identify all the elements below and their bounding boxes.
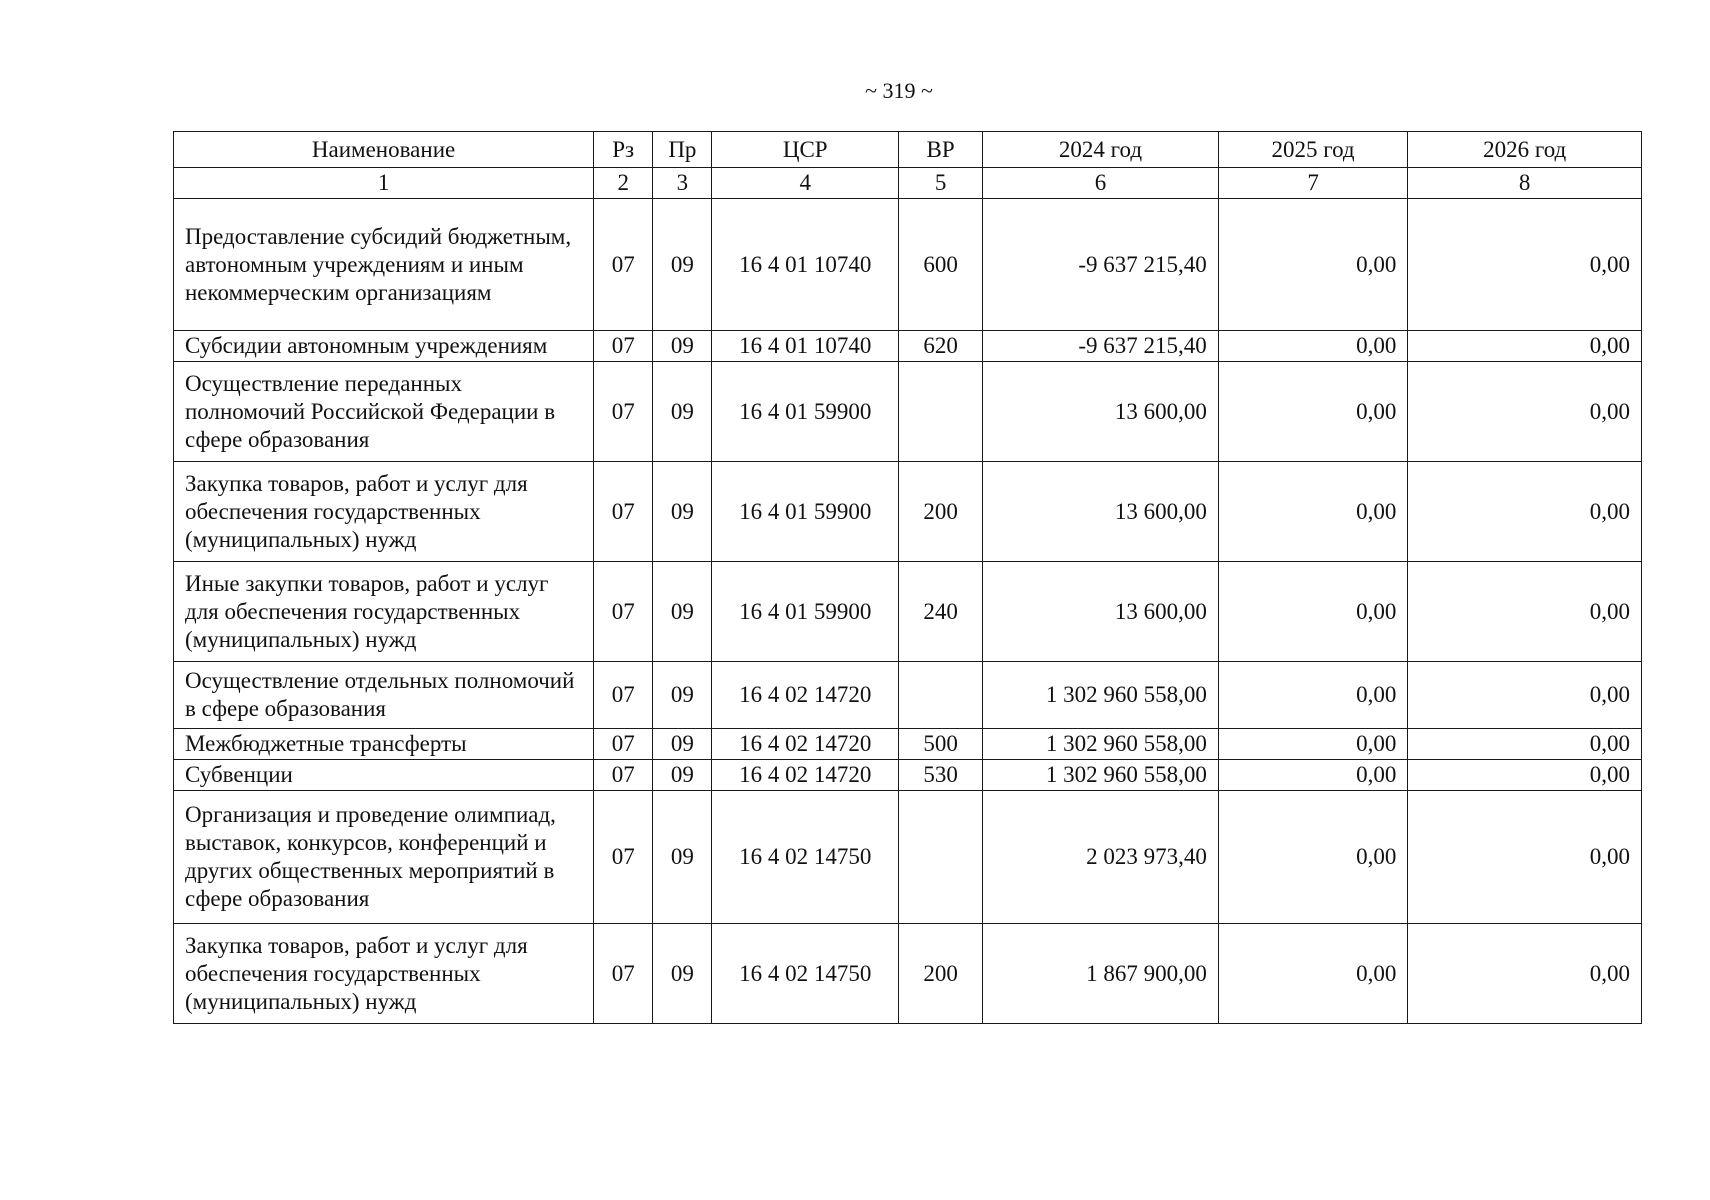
row-csr: 16 4 02 14750 (712, 791, 899, 924)
row-name: Субсидии автономным учреждениям (174, 331, 594, 362)
row-pr: 09 (653, 462, 712, 562)
row-2026: 0,00 (1408, 760, 1642, 791)
row-2024: 13 600,00 (983, 562, 1219, 662)
row-csr: 16 4 02 14720 (712, 729, 899, 760)
row-csr: 16 4 01 59900 (712, 362, 899, 462)
row-name: Межбюджетные трансферты (174, 729, 594, 760)
row-2026: 0,00 (1408, 462, 1642, 562)
budget-table (173, 131, 1642, 1024)
row-2024: 2 023 973,40 (983, 791, 1219, 924)
column-header-pr: Пр (653, 132, 712, 168)
row-2025: 0,00 (1218, 562, 1408, 662)
row-pr: 09 (653, 924, 712, 1024)
row-2025: 0,00 (1218, 924, 1408, 1024)
column-header-2024: 2024 год (983, 132, 1219, 168)
row-2025: 0,00 (1218, 760, 1408, 791)
row-csr: 16 4 01 59900 (712, 562, 899, 662)
row-pr: 09 (653, 791, 712, 924)
row-vr: 600 (898, 199, 982, 331)
row-rz: 07 (594, 562, 653, 662)
row-vr: 200 (898, 462, 982, 562)
row-2024: -9 637 215,40 (983, 199, 1219, 331)
row-2025: 0,00 (1218, 791, 1408, 924)
row-name: Субвенции (174, 760, 594, 791)
row-2026: 0,00 (1408, 199, 1642, 331)
row-2025: 0,00 (1218, 662, 1408, 729)
row-2024: 13 600,00 (983, 362, 1219, 462)
column-number: 6 (983, 168, 1219, 199)
table-row (174, 729, 1642, 760)
table-row (174, 760, 1642, 791)
row-rz: 07 (594, 791, 653, 924)
row-2024: 1 302 960 558,00 (983, 662, 1219, 729)
table-row (174, 331, 1642, 362)
row-rz: 07 (594, 924, 653, 1024)
row-2026: 0,00 (1408, 362, 1642, 462)
row-2024: 1 302 960 558,00 (983, 729, 1219, 760)
column-header-2026: 2026 год (1408, 132, 1642, 168)
page-number: ~ 319 ~ (865, 78, 933, 103)
table-header-row (174, 132, 1642, 168)
table-row (174, 462, 1642, 562)
row-pr: 09 (653, 662, 712, 729)
row-rz: 07 (594, 199, 653, 331)
row-vr: 500 (898, 729, 982, 760)
row-2026: 0,00 (1408, 924, 1642, 1024)
row-name: Предоставление субсидий бюджетным, автономным учреждениям и иным некоммерческим организациям (174, 199, 594, 331)
row-vr (898, 662, 982, 729)
row-rz: 07 (594, 331, 653, 362)
row-vr: 530 (898, 760, 982, 791)
row-2025: 0,00 (1218, 331, 1408, 362)
row-csr: 16 4 02 14750 (712, 924, 899, 1024)
row-2025: 0,00 (1218, 199, 1408, 331)
row-2026: 0,00 (1408, 729, 1642, 760)
table-body (174, 199, 1642, 1024)
row-name: Осуществление отдельных полномочий в сфере образования (174, 662, 594, 729)
row-pr: 09 (653, 729, 712, 760)
column-number: 7 (1218, 168, 1408, 199)
column-number: 3 (653, 168, 712, 199)
row-rz: 07 (594, 729, 653, 760)
row-csr: 16 4 02 14720 (712, 662, 899, 729)
table-row (174, 362, 1642, 462)
row-vr (898, 362, 982, 462)
row-name: Организация и проведение олимпиад, выставок, конкурсов, конференций и других общественных мероприятий в сфере образования (174, 791, 594, 924)
row-2026: 0,00 (1408, 662, 1642, 729)
row-pr: 09 (653, 199, 712, 331)
row-vr: 620 (898, 331, 982, 362)
column-number: 8 (1408, 168, 1642, 199)
row-csr: 16 4 01 59900 (712, 462, 899, 562)
column-header-rz: Рз (594, 132, 653, 168)
row-rz: 07 (594, 760, 653, 791)
table-row (174, 662, 1642, 729)
row-2024: 1 302 960 558,00 (983, 760, 1219, 791)
column-number: 1 (174, 168, 594, 199)
table-row (174, 562, 1642, 662)
row-2025: 0,00 (1218, 729, 1408, 760)
row-name: Закупка товаров, работ и услуг для обеспечения государственных (муниципальных) нужд (174, 462, 594, 562)
row-pr: 09 (653, 760, 712, 791)
row-vr: 240 (898, 562, 982, 662)
row-2024: 1 867 900,00 (983, 924, 1219, 1024)
row-name: Осуществление переданных полномочий Российской Федерации в сфере образования (174, 362, 594, 462)
row-2026: 0,00 (1408, 562, 1642, 662)
row-name: Закупка товаров, работ и услуг для обеспечения государственных (муниципальных) нужд (174, 924, 594, 1024)
column-number: 5 (898, 168, 982, 199)
column-number: 4 (712, 168, 899, 199)
row-2026: 0,00 (1408, 791, 1642, 924)
row-vr (898, 791, 982, 924)
column-header-csr: ЦСР (712, 132, 899, 168)
row-2024: 13 600,00 (983, 462, 1219, 562)
row-2025: 0,00 (1218, 362, 1408, 462)
row-pr: 09 (653, 331, 712, 362)
row-rz: 07 (594, 362, 653, 462)
column-number-row (174, 168, 1642, 199)
row-name: Иные закупки товаров, работ и услуг для обеспечения государственных (муниципальных) нужд (174, 562, 594, 662)
column-header-vr: ВР (898, 132, 982, 168)
row-pr: 09 (653, 562, 712, 662)
row-vr: 200 (898, 924, 982, 1024)
table-row (174, 924, 1642, 1024)
column-number: 2 (594, 168, 653, 199)
row-2025: 0,00 (1218, 462, 1408, 562)
row-csr: 16 4 02 14720 (712, 760, 899, 791)
row-rz: 07 (594, 462, 653, 562)
row-csr: 16 4 01 10740 (712, 331, 899, 362)
table-row (174, 791, 1642, 924)
column-header-2025: 2025 год (1218, 132, 1408, 168)
row-csr: 16 4 01 10740 (712, 199, 899, 331)
row-2026: 0,00 (1408, 331, 1642, 362)
row-2024: -9 637 215,40 (983, 331, 1219, 362)
row-pr: 09 (653, 362, 712, 462)
column-header-name: Наименование (174, 132, 594, 168)
row-rz: 07 (594, 662, 653, 729)
table-row (174, 199, 1642, 331)
